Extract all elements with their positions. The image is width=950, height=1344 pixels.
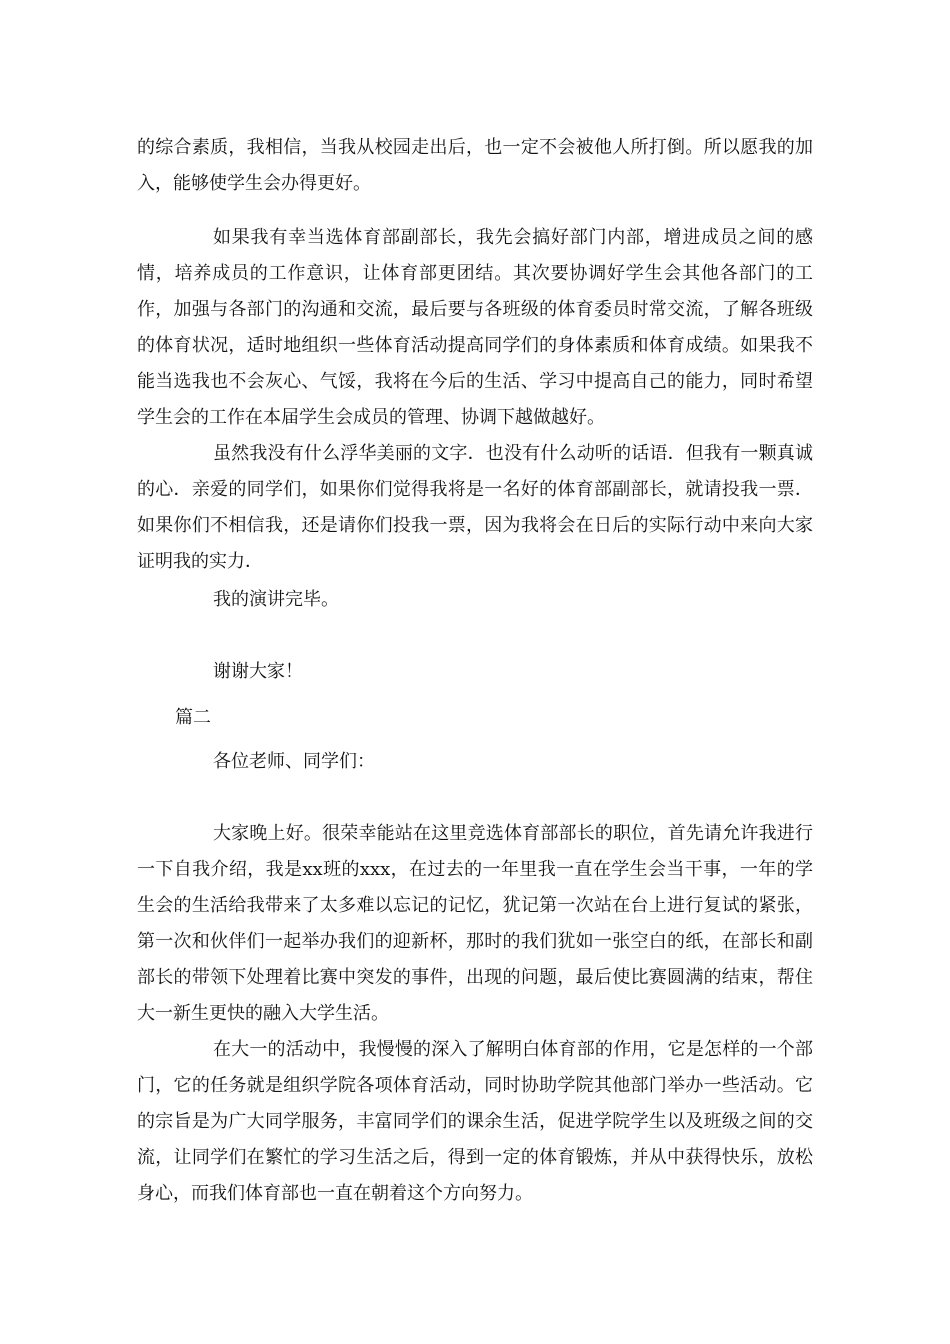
paragraph-vice-minister-plan: 如果我有幸当选体育部副部长，我先会搞好部门内部，增进成员之间的感情，培养成员的工作意识，让体育部更团结。其次要协调好学生会其他各部门的工作，加强与各部门的沟通和交流，最后要与各班级的体育委员时常交流，了解各班级的体育状况，适时地组织一些体育活动提高同学们的身体素质和体育成绩。如果我不能当选我也不会灰心、气馁，我将在今后的生活、学习中提高自己的能力，同时希望学生会的工作在本届学生会成员的管理、协调下越做越好。 xyxy=(137,227,813,428)
paragraph-self-introduction: 大家晚上好。很荣幸能站在这里竞选体育部部长的职位，首先请允许我进行一下自我介绍，我是xx班的xxx，在过去的一年里我一直在学生会当干事，一年的学生会的生活给我带来了太多难以忘记的记忆，犹记第一次站在台上进行复试的紧张，第一次和伙伴们一起举办我们的迎新杯，那时的我们犹如一张空白的纸，在部长和副部长的带领下处理着比赛中突发的事件，出现的问题，最后使比赛圆满的结束，帮住大一新生更快的融入大学生活。 xyxy=(137,823,813,1024)
paragraph-greeting: 各位老师、同学们： xyxy=(213,751,375,772)
paragraph-continuation: 的综合素质，我相信，当我从校园走出后，也一定不会被他人所打倒。所以愿我的加入，能够使学生会办得更好。 xyxy=(137,137,813,194)
paragraph-thanks: 谢谢大家！ xyxy=(213,661,303,682)
paragraph-department-role: 在大一的活动中，我慢慢的深入了解明白体育部的作用，它是怎样的一个部门，它的任务就是组织学院各项体育活动，同时协助学院其他部门举办一些活动。它的宗旨是为广大同学服务，丰富同学们的课余生活，促进学院学生以及班级之间的交流，让同学们在繁忙的学习生活之后，得到一定的体育锻炼，并从中获得快乐，放松身心，而我们体育部也一直在朝着这个方向努力。 xyxy=(137,1039,813,1204)
paragraph-speech-end: 我的演讲完毕。 xyxy=(213,589,339,610)
section-heading: 篇二 xyxy=(175,707,211,728)
paragraph-sincere-heart: 虽然我没有什么浮华美丽的文字．也没有什么动听的话语．但我有一颗真诚的心．亲爱的同学们，如果你们觉得我将是一名好的体育部副部长，就请投我一票．如果你们不相信我，还是请你们投我一票，因为我将会在日后的实际行动中来向大家证明我的实力． xyxy=(137,443,813,572)
